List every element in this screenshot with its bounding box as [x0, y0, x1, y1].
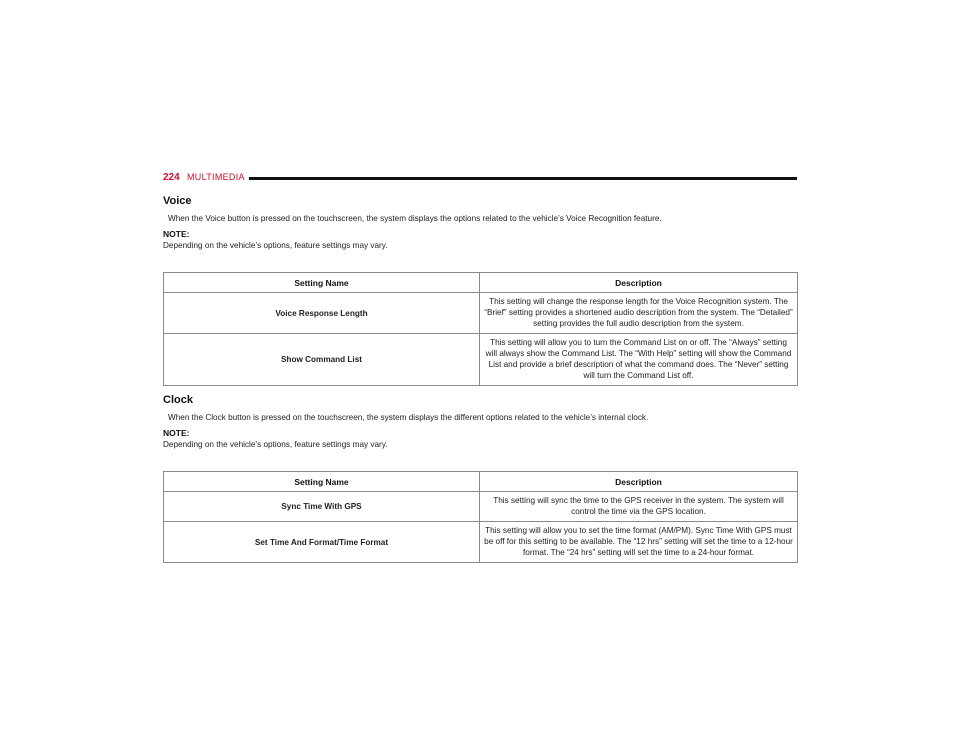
clock-settings-table [163, 471, 798, 563]
table-header-row [164, 472, 798, 492]
page-number: 224 [163, 172, 180, 183]
setting-name: Sync Time With GPS [164, 492, 480, 522]
clock-heading: Clock [163, 394, 193, 406]
header-rule [249, 177, 797, 180]
voice-settings-table [163, 272, 798, 386]
section-name: MULTIMEDIA [187, 172, 245, 182]
table-row [164, 293, 798, 334]
setting-description: This setting will sync the time to the GPS receiver in the system. The system will control the time via the GPS location. [480, 492, 798, 522]
column-header-description: Description [480, 472, 798, 492]
setting-name: Set Time And Format/Time Format [164, 522, 480, 563]
column-header-setting-name: Setting Name [164, 472, 480, 492]
setting-description: This setting will change the response length for the Voice Recognition system. The “Brief” setting provides a shortened audio description from the system. The “Detailed” setting provides the full audio description from the system. [480, 293, 798, 334]
clock-intro: When the Clock button is pressed on the touchscreen, the system displays the different options related to the vehicle’s internal clock. [168, 413, 649, 422]
table-row [164, 522, 798, 563]
setting-description: This setting will allow you to set the time format (AM/PM). Sync Time With GPS must be off for this setting to be available. The “12 hrs” setting will set the time to a 12-hour format. The “24 hrs” setting will set the time to a 24-hour format. [480, 522, 798, 563]
page-header [163, 172, 797, 186]
clock-note-text: Depending on the vehicle’s options, feature settings may vary. [163, 440, 388, 449]
setting-name: Show Command List [164, 334, 480, 386]
column-header-setting-name: Setting Name [164, 273, 480, 293]
table-row [164, 492, 798, 522]
column-header-description: Description [480, 273, 798, 293]
clock-note-label: NOTE: [163, 428, 190, 438]
setting-name: Voice Response Length [164, 293, 480, 334]
voice-heading: Voice [163, 195, 192, 207]
table-header-row [164, 273, 798, 293]
setting-description: This setting will allow you to turn the Command List on or off. The “Always” setting will always show the Command List. The “With Help” setting will show the Command List and provide a brief description of what the command does. The “Never” setting will turn the Command List off. [480, 334, 798, 386]
voice-intro: When the Voice button is pressed on the touchscreen, the system displays the options related to the vehicle’s Voice Recognition feature. [168, 214, 662, 223]
voice-note-text: Depending on the vehicle’s options, feature settings may vary. [163, 241, 388, 250]
voice-note-label: NOTE: [163, 229, 190, 239]
table-row [164, 334, 798, 386]
